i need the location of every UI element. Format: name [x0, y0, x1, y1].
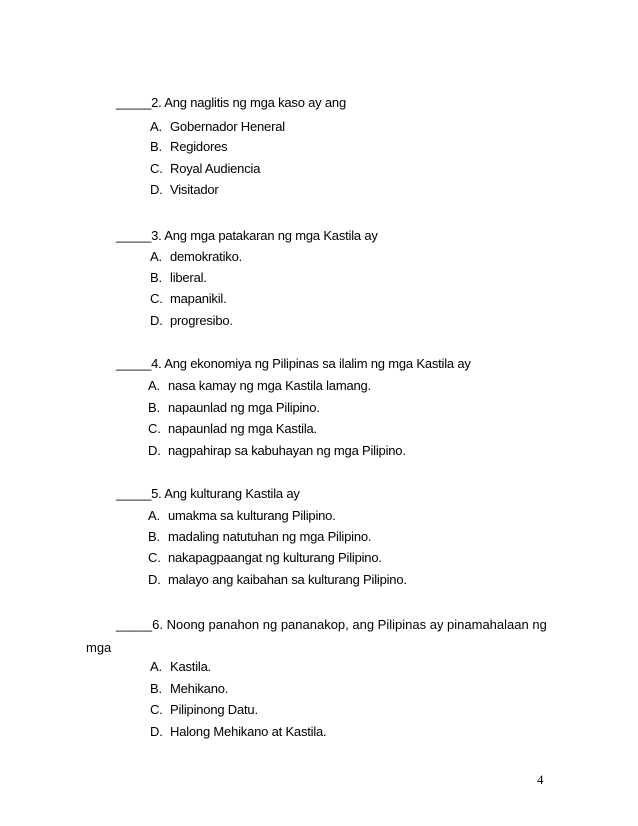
option-letter: D. [150, 313, 163, 328]
option-text: umakma sa kulturang Pilipino. [168, 508, 336, 523]
option-text: Pilipinong Datu. [170, 702, 258, 717]
option-text: napaunlad ng mga Pilipino. [168, 400, 320, 415]
question-6-option-c [150, 702, 258, 717]
question-6-option-d [150, 724, 326, 739]
question-6-option-a [150, 659, 211, 674]
question-3-option-c [150, 291, 227, 306]
option-text: nasa kamay ng mga Kastila lamang. [168, 378, 371, 393]
question-4-option-a [148, 378, 371, 393]
option-text: Gobernador Heneral [170, 119, 285, 134]
option-letter: B. [150, 139, 162, 154]
question-2-stem: _____2. Ang naglitis ng mga kaso ay ang [116, 95, 346, 110]
question-4-option-c [148, 421, 317, 436]
question-5-option-a [148, 508, 336, 523]
option-letter: B. [148, 529, 160, 544]
option-text: mapanikil. [170, 291, 227, 306]
question-2-option-a [150, 119, 285, 134]
option-text: Mehikano. [170, 681, 229, 696]
question-6-stem: _____6. Noong panahon ng pananakop, ang Pilipinas ay pinamahalaan ng [116, 617, 547, 632]
option-letter: A. [150, 249, 162, 264]
option-text: nagpahirap sa kabuhayan ng mga Pilipino. [168, 443, 406, 458]
option-letter: A. [150, 119, 162, 134]
option-letter: A. [148, 378, 160, 393]
option-text: Regidores [170, 139, 228, 154]
question-5-option-d [148, 572, 407, 587]
option-text: Visitador [170, 182, 219, 197]
option-text: progresibo. [170, 313, 233, 328]
option-text: demokratiko. [170, 249, 243, 264]
question-2-option-d [150, 182, 219, 197]
option-text: nakapagpaangat ng kulturang Pilipino. [168, 550, 382, 565]
option-text: napaunlad ng mga Kastila. [168, 421, 317, 436]
option-letter: B. [150, 270, 162, 285]
option-letter: D. [150, 182, 163, 197]
option-letter: C. [148, 550, 161, 565]
question-5-option-c [148, 550, 382, 565]
question-4-option-d [148, 443, 406, 458]
question-2-option-b [150, 139, 227, 154]
option-letter: B. [150, 681, 162, 696]
option-letter: A. [148, 508, 160, 523]
question-6-stem-continuation: mga [86, 640, 112, 655]
option-text: Kastila. [170, 659, 212, 674]
question-6-option-b [150, 681, 228, 696]
option-letter: D. [150, 724, 163, 739]
option-text: madaling natutuhan ng mga Pilipino. [168, 529, 372, 544]
question-3-option-b [150, 270, 207, 285]
option-letter: C. [148, 421, 161, 436]
question-4-stem: _____4. Ang ekonomiya ng Pilipinas sa ilalim ng mga Kastila ay [116, 356, 471, 371]
option-letter: A. [150, 659, 162, 674]
question-2-option-c [150, 161, 260, 176]
question-3-option-a [150, 249, 242, 264]
option-text: malayo ang kaibahan sa kulturang Pilipino. [168, 572, 407, 587]
option-text: Halong Mehikano at Kastila. [170, 724, 327, 739]
question-5-option-b [148, 529, 371, 544]
option-letter: C. [150, 291, 163, 306]
option-text: liberal. [170, 270, 207, 285]
question-5-stem: _____5. Ang kulturang Kastila ay [116, 486, 300, 501]
question-3-stem: _____3. Ang mga patakaran ng mga Kastila ay [116, 228, 378, 243]
question-4-option-b [148, 400, 320, 415]
question-3-option-d [150, 313, 233, 328]
option-letter: B. [148, 400, 160, 415]
option-letter: D. [148, 443, 161, 458]
option-text: Royal Audiencia [170, 161, 261, 176]
page-number: 4 [537, 772, 544, 787]
option-letter: C. [150, 161, 163, 176]
option-letter: D. [148, 572, 161, 587]
option-letter: C. [150, 702, 163, 717]
